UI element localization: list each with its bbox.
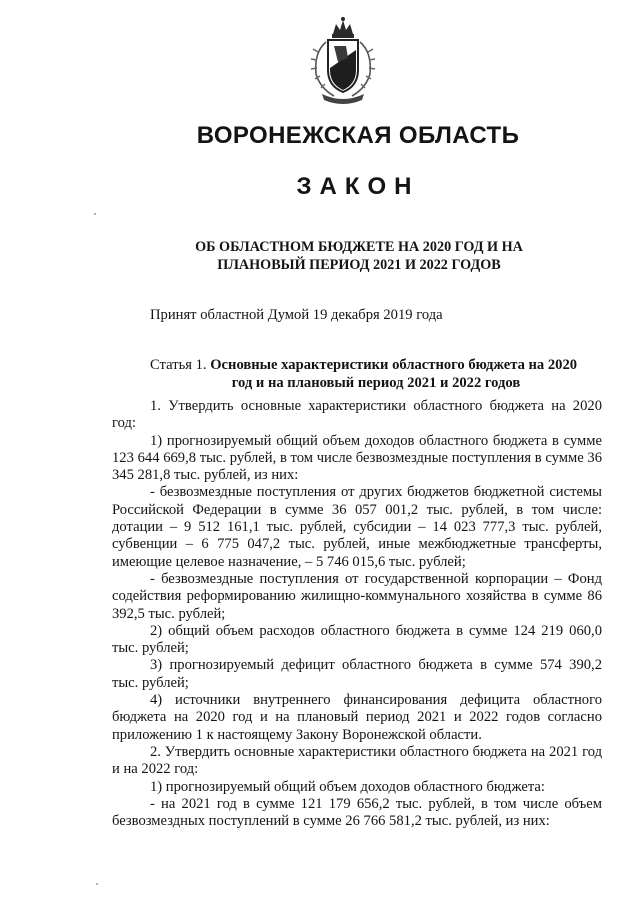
paragraph: 1. Утвердить основные характеристики областного бюджета на 2020 год: bbox=[112, 398, 602, 432]
law-title-line: ОБ ОБЛАСТНОМ БЮДЖЕТЕ НА 2020 ГОД И НА bbox=[195, 239, 523, 255]
article-label: Статья 1. bbox=[150, 357, 207, 373]
law-title-line: ПЛАНОВЫЙ ПЕРИОД 2021 И 2022 ГОДОВ bbox=[217, 257, 501, 273]
paragraph: 3) прогнозируемый дефицит областного бюджета в сумме 574 390,2 тыс. рублей; bbox=[112, 657, 602, 691]
region-heading: ВОРОНЕЖСКАЯ ОБЛАСТЬ bbox=[196, 122, 520, 149]
paragraph: 4) источники внутреннего финансирования дефицита областного бюджета на 2020 год и на плановый период 2021 и 2022 годов согласно приложению 1 к настоящему Закону Воронежской области. bbox=[112, 692, 602, 743]
scan-speck bbox=[94, 213, 96, 215]
paragraph: - безвозмездные поступления от других бюджетов бюджетной системы Российской Федерации в сумме 36 057 001,2 тыс. рублей, в том числе: дотации – 9 512 161,1 тыс. рублей, субсидии – 14 023 777,3 тыс. рублей, субвенции – 6 775 047,2 тыс. рублей, иные межбюджетные трансферты, имеющие целевое назначение, – 5 746 015,6 тыс. рублей; bbox=[112, 484, 602, 570]
article-title-line: год и на плановый период 2021 и 2022 годов bbox=[231, 374, 521, 391]
paragraph: 2) общий объем расходов областного бюджета в сумме 124 219 060,0 тыс. рублей; bbox=[112, 622, 602, 657]
document-type-heading: ЗАКОН bbox=[296, 173, 420, 200]
paragraph: 1) прогнозируемый общий объем доходов областного бюджета в сумме 123 644 669,8 тыс. рублей, в том числе безвозмездные поступления в сумме 36 345 281,8 тыс. рублей, из них: bbox=[112, 432, 602, 484]
paragraph: 1) прогнозируемый общий объем доходов областного бюджета: bbox=[150, 778, 545, 795]
article-body bbox=[112, 398, 602, 830]
paragraph: 2. Утвердить основные характеристики областного бюджета на 2021 год и на 2022 год: bbox=[112, 743, 602, 778]
adoption-note: Принят областной Думой 19 декабря 2019 года bbox=[150, 307, 443, 323]
law-title bbox=[150, 238, 568, 274]
paragraph: - безвозмездные поступления от государственной корпорации – Фонд содействия реформированию жилищно-коммунального хозяйства в сумме 86 392,5 тыс. рублей; bbox=[112, 570, 602, 622]
scan-speck bbox=[96, 883, 98, 885]
article-heading bbox=[150, 357, 602, 392]
article-title-line: Основные характеристики областного бюджета на 2020 bbox=[210, 357, 578, 373]
paragraph: - на 2021 год в сумме 121 179 656,2 тыс. рублей, в том числе объем безвозмездных поступлений в сумме 26 766 581,2 тыс. рублей, из них: bbox=[112, 795, 602, 830]
coat-of-arms-emblem bbox=[300, 12, 386, 108]
